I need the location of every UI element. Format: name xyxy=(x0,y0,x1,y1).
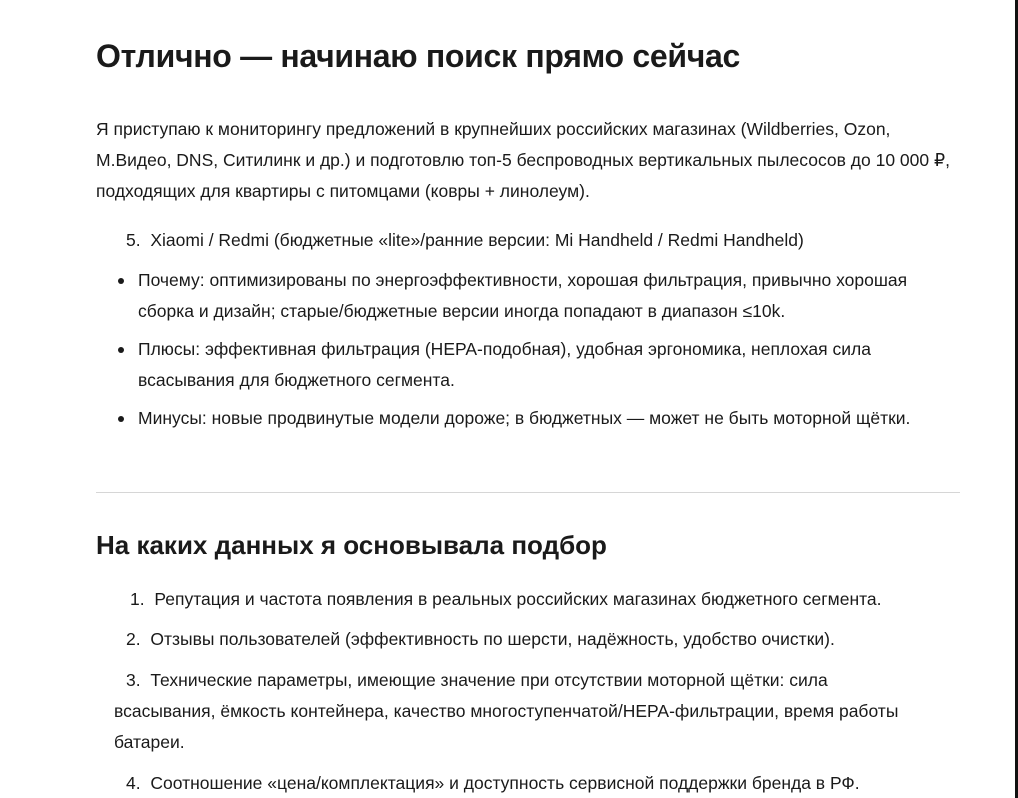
list-item-5 xyxy=(126,225,804,256)
criteria-number: 2. xyxy=(126,629,141,649)
bullet-item xyxy=(118,334,938,396)
list-item-number: 5. xyxy=(126,230,141,250)
intro-paragraph: Я приступаю к мониторингу предложений в крупнейших российских магазинах (Wildberries, Ozon, М.Видео, DNS, Ситилинк и др.) и подготовлю топ-5 беспроводных вертикальных пылесосов до 10 000 ₽, подходящих для квартиры с питомцами (ковры + линолеум). xyxy=(96,119,950,201)
bullet-text: Плюсы: эффективная фильтрация (HEPA-подобная), удобная эргономика, неплохая сила всасывания для бюджетного сегмента. xyxy=(138,339,871,390)
bullet-dot-icon xyxy=(118,416,124,422)
criteria-item xyxy=(126,624,835,655)
page-title: Отлично — начинаю поиск прямо сейчас xyxy=(96,38,740,74)
criteria-text: Репутация и частота появления в реальных российских магазинах бюджетного сегмента. xyxy=(154,589,882,609)
criteria-item xyxy=(114,665,934,758)
bullet-item xyxy=(118,403,938,434)
criteria-item xyxy=(126,768,860,798)
criteria-text: Технические параметры, имеющие значение при отсутствии моторной щётки: сила всасывания, ёмкость контейнера, качество многоступенчатой/HEPA-фильтрации, время работы батареи. xyxy=(114,670,899,752)
bullet-item xyxy=(118,265,938,327)
section-divider xyxy=(96,492,960,493)
criteria-number: 4. xyxy=(126,773,141,793)
criteria-number: 3. xyxy=(126,670,141,690)
bullet-text: Минусы: новые продвинутые модели дороже; в бюджетных — может не быть моторной щётки. xyxy=(138,408,911,428)
criteria-text: Отзывы пользователей (эффективность по шерсти, надёжность, удобство очистки). xyxy=(150,629,835,649)
bullet-dot-icon xyxy=(118,278,124,284)
bullet-list xyxy=(118,265,938,441)
bullet-text: Почему: оптимизированы по энергоэффективности, хорошая фильтрация, привычно хорошая сборка и дизайн; старые/бюджетные версии иногда попадают в диапазон ≤10k. xyxy=(138,270,908,321)
bullet-dot-icon xyxy=(118,347,124,353)
section-heading: На каких данных я основывала подбор xyxy=(96,530,607,560)
criteria-item xyxy=(130,584,882,615)
criteria-number: 1. xyxy=(130,589,145,609)
list-item-text: Xiaomi / Redmi (бюджетные «lite»/ранние версии: Mi Handheld / Redmi Handheld) xyxy=(150,230,804,250)
criteria-text: Соотношение «цена/комплектация» и доступность сервисной поддержки бренда в РФ. xyxy=(150,773,860,793)
